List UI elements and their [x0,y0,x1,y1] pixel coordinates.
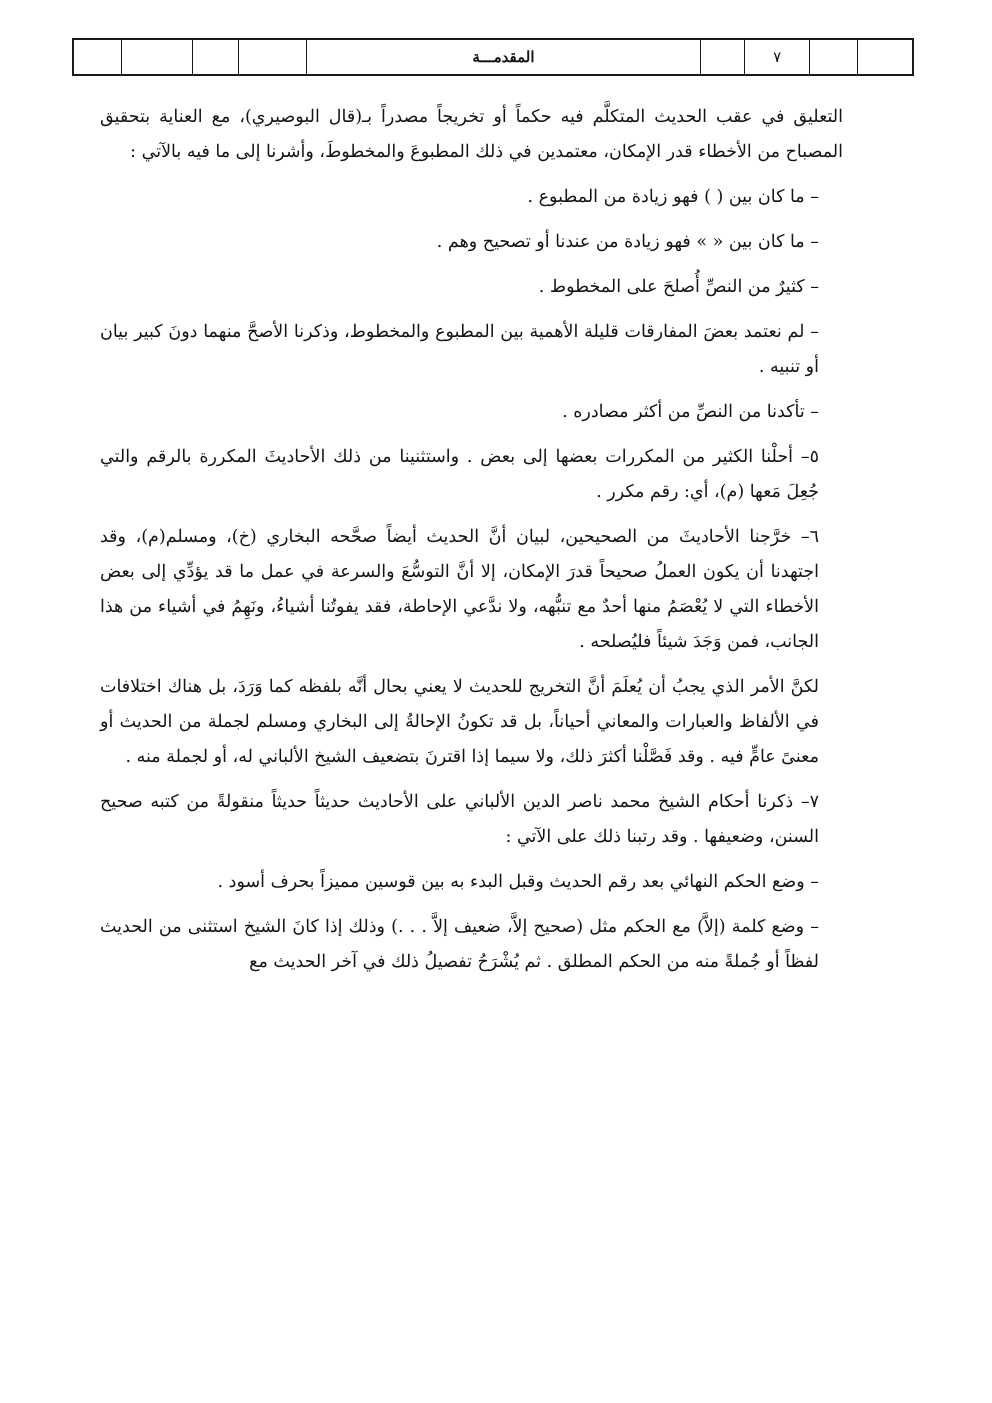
page-number: ٧ [745,40,811,74]
list-item-bullet: – وضع الحكم النهائي بعد رقم الحديث وقبل البدء به بين قوسين مميزاً بحرف أسود . [217,872,819,892]
page-body [100,100,843,990]
header-cell-empty [122,40,194,74]
header-cell-empty [193,40,239,74]
running-header-table [72,38,914,76]
list-item-bullet: – ما كان بين « » فهو زيادة من عندنا أو تصحيح وهم . [436,232,819,252]
list-item-bullet: – وضع كلمة (إلاَّ) مع الحكم مثل (صحيح إلاَّ، ضعيف إلاَّ . . .) وذلك إذا كانَ الشيخ استثنى من الحديث لفظاً أو جُملةً منه من الحكم المطلق . ثم يُشْرَحُ تفصيلُ ذلك في آخر الحديث مع [100,917,819,972]
header-cell-empty [74,40,122,74]
list-item-bullet: – تأكدنا من النصِّ من أكثر مصادره . [562,402,819,422]
header-cell-empty [239,40,307,74]
paragraph-intro: التعليق في عقب الحديث المتكلَّم فيه حكماً أو تخريجاً مصدراً بـ(قال البوصيري)، مع العناية بتحقيق المصباح من الأخطاء قدر الإمكان، معتمدين في ذلك المطبوعَ والمخطوطَ، وأشرنا إلى ما فيه بالآتي : [100,107,843,162]
numbered-paragraph-7: ٧– ذكرنا أحكام الشيخ محمد ناصر الدين الألباني على الأحاديث حديثاً حديثاً منقولةً من كتبه صحيح السنن، وضعيفها . وقد رتبنا ذلك على الآتي : [100,792,819,847]
list-item-bullet: – كثيرٌ من النصِّ أُصلحَ على المخطوط . [538,277,819,297]
list-item-bullet: – ما كان بين ( ) فهو زيادة من المطبوع . [527,187,819,207]
list-item-bullet: – لم نعتمد بعضَ المفارقات قليلة الأهمية بين المطبوع والمخطوط، وذكرنا الأصحَّ منهما دونَ كبير بيان أو تنبيه . [100,322,819,377]
header-cell-empty [858,40,912,74]
numbered-paragraph-6: ٦– خرَّجنا الأحاديثَ من الصحيحين، لبيان أنَّ الحديث أيضاً صحَّحه البخاري (خ)، ومسلم(م)، وقد اجتهدنا أن يكون العملُ صحيحاً قدرَ الإمكان، إلا أنَّ التوسُّعَ والسرعة في عمل ما قد يؤدِّي إلى بعض الأخطاء التي لا يُعْصَمُ منها أحدٌ مع تنبُّهه، ولا ندَّعي الإحاطة، فقد يفوتُنا أشياءُ، ونَهِمُ في أشياء من هذا الجانب، فمن وَجَدَ شيئاً فليُصلحه . [100,527,819,652]
header-cell-empty [810,40,858,74]
header-chapter-title: المقدمـــة [307,40,701,74]
numbered-paragraph-5: ٥– أحلْنا الكثير من المكررات بعضها إلى بعض . واستثنينا من ذلك الأحاديثَ المكررة بالرقم والتي جُعِلَ مَعها (م)، أي: رقم مكرر . [100,447,819,502]
header-cell-empty [701,40,745,74]
paragraph-note: لكنَّ الأمر الذي يجبُ أن يُعلَمَ أنَّ التخريج للحديث لا يعني بحال أنَّه بلفظه كما وَرَدَ، بل هناك اختلافات في الألفاظ والعبارات والمعاني أحياناً، بل قد تكونُ الإحالةُ إلى البخاري ومسلم لجملة من الحديث أو معنىً عامٍّ فيه . وقد فَصَّلْنا أكثرَ ذلك، ولا سيما إذا اقترنَ بتضعيف الشيخ الألباني له، أو لجملة منه . [100,677,819,767]
